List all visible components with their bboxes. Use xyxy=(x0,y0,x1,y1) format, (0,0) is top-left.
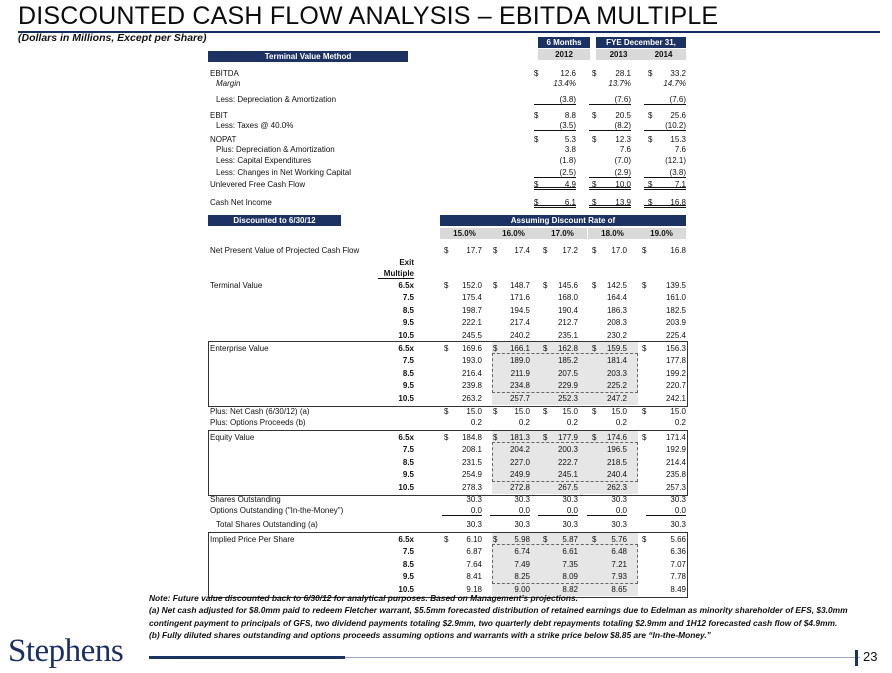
cell-equity-value: 278.3 xyxy=(461,482,482,492)
exit-multiple: 8.5 xyxy=(402,559,414,569)
cell-implied-price: 8.82 xyxy=(562,584,578,594)
cell-enterprise-value: 181.4 xyxy=(606,356,627,366)
cell-capex: (1.8) xyxy=(559,156,576,165)
year-header: 2014 xyxy=(641,49,686,60)
row-label-taxes: Less: Taxes @ 40.0% xyxy=(216,121,294,130)
cell-implied-price: 6.36 xyxy=(670,547,686,557)
cell-enterprise-value: 216.4 xyxy=(461,368,482,378)
cell-terminal-value: 198.7 xyxy=(461,305,482,315)
cell-terminal-value: 164.4 xyxy=(606,293,627,303)
enterprise-value-label: Enterprise Value xyxy=(210,344,269,353)
cell-shares: 30.3 xyxy=(611,495,627,504)
cell-implied-price: 8.25 xyxy=(514,572,530,582)
cell-capex: (7.0) xyxy=(614,156,631,165)
currency-symbol: $ xyxy=(534,69,539,78)
cell-margin: 14.7% xyxy=(663,79,686,88)
cell-enterprise-value: 156.3 xyxy=(665,344,686,353)
currency-symbol: $ xyxy=(592,281,597,290)
cell-capex: (12.1) xyxy=(665,156,686,165)
currency-symbol: $ xyxy=(444,246,449,255)
cell-equity-value: 227.0 xyxy=(509,457,530,467)
cell-shares: 30.3 xyxy=(670,495,686,504)
cell-margin: 13.4% xyxy=(553,79,576,88)
cell-terminal-value: 175.4 xyxy=(461,293,482,303)
discount-rate: 16.0% xyxy=(489,228,538,239)
currency-symbol: $ xyxy=(592,344,597,353)
cell-options-outstanding: 0.0 xyxy=(442,505,482,516)
exit-multiple: 8.5 xyxy=(402,457,414,467)
cell-equity-value: 245.1 xyxy=(557,470,578,480)
footnote-a: (a) Net cash adjusted for $8.0mm paid to redeem Fletcher warrant, $5.5mm forecasted distribution of retained earnings due to Edelman as minority shareholder of EFS, $3.0mm contingent payment to principals of GFS, two dividend payments totaling $2.9mm, two quarterly debt repayments totaling $2.9mm and 1H12 forecasted cash flow of $4.9mm. xyxy=(149,605,848,628)
footer-rule xyxy=(149,656,345,659)
multiple-label: Multiple xyxy=(378,268,414,279)
currency-symbol: $ xyxy=(648,198,653,207)
cell-enterprise-value: 203.3 xyxy=(606,368,627,378)
exit-multiple: 6.5x xyxy=(398,344,414,353)
currency-symbol: $ xyxy=(648,111,653,120)
cell-implied-price: 6.10 xyxy=(466,535,482,544)
cell-implied-price: 7.64 xyxy=(466,559,482,569)
cell-terminal-value: 235.1 xyxy=(557,330,578,340)
cell-enterprise-value: 211.9 xyxy=(510,368,530,378)
total-shares-label: Total Shares Outstanding (a) xyxy=(216,520,318,529)
cell-options-outstanding: 0.0 xyxy=(490,505,530,516)
exit-multiple: 7.5 xyxy=(402,293,414,303)
exit-multiple: 9.5 xyxy=(402,381,414,391)
currency-symbol: $ xyxy=(493,407,498,416)
cell-taxes: (8.2) xyxy=(589,120,631,131)
page-number-bar xyxy=(855,650,858,666)
exit-multiple: 8.5 xyxy=(402,368,414,378)
cell-ufcf: 10.0 xyxy=(589,179,631,190)
cell-net-cash: 15.0 xyxy=(466,407,482,416)
cell-equity-value: 272.8 xyxy=(509,482,530,492)
cell-ufcf: 7.1 xyxy=(644,179,686,190)
shares-label: Shares Outstanding xyxy=(210,495,281,504)
cell-enterprise-value: 263.2 xyxy=(461,393,482,403)
cell-net-cash: 15.0 xyxy=(514,407,530,416)
exit-multiple: 10.5 xyxy=(398,584,414,594)
cell-plus_da: 7.6 xyxy=(674,145,686,154)
currency-symbol: $ xyxy=(592,246,597,255)
cell-terminal-value: 230.2 xyxy=(606,330,627,340)
currency-symbol: $ xyxy=(444,535,449,544)
cell-options-outstanding: 0.0 xyxy=(587,505,627,516)
currency-symbol: $ xyxy=(642,407,647,416)
cell-implied-price: 9.18 xyxy=(466,584,482,594)
cell-total-shares: 30.3 xyxy=(611,520,627,529)
currency-symbol: $ xyxy=(592,180,597,189)
equity-value-label: Equity Value xyxy=(210,433,255,442)
currency-symbol: $ xyxy=(493,433,498,442)
cell-equity-value: 240.4 xyxy=(606,470,627,480)
cell-terminal-value: 190.4 xyxy=(557,305,578,315)
row-label-ebit: EBIT xyxy=(210,111,228,120)
options-proceeds-label: Plus: Options Proceeds (b) xyxy=(210,418,306,427)
cell-enterprise-value: 220.7 xyxy=(665,381,686,391)
currency-symbol: $ xyxy=(444,433,449,442)
cell-nopat: 12.3 xyxy=(615,135,631,144)
cell-terminal-value: 148.7 xyxy=(509,281,530,290)
cell-taxes: (3.5) xyxy=(534,120,576,131)
exit-multiple: 10.5 xyxy=(398,393,414,403)
currency-symbol: $ xyxy=(543,407,548,416)
currency-symbol: $ xyxy=(592,535,597,544)
currency-symbol: $ xyxy=(534,180,539,189)
cell-equity-value: 249.9 xyxy=(509,470,530,480)
currency-symbol: $ xyxy=(642,344,647,353)
cell-terminal-value: 208.3 xyxy=(606,318,627,328)
cell-plus_da: 7.6 xyxy=(619,145,631,154)
cell-implied-price: 5.76 xyxy=(611,535,627,544)
cell-enterprise-value: 177.8 xyxy=(665,356,686,366)
cell-terminal-value: 161.0 xyxy=(665,293,686,303)
npv-label: Net Present Value of Projected Cash Flow xyxy=(210,246,360,255)
currency-symbol: $ xyxy=(543,281,548,290)
cell-equity-value: 174.6 xyxy=(606,433,627,442)
cell-implied-price: 8.65 xyxy=(611,584,627,594)
currency-symbol: $ xyxy=(534,198,539,207)
cell-terminal-value: 203.9 xyxy=(665,318,686,328)
cell-equity-value: 254.9 xyxy=(461,470,482,480)
exit-multiple: 10.5 xyxy=(398,482,414,492)
cell-implied-price: 7.78 xyxy=(670,572,686,582)
cell-terminal-value: 240.2 xyxy=(509,330,530,340)
cell-equity-value: 267.5 xyxy=(557,482,578,492)
discount-rate: 18.0% xyxy=(588,228,637,239)
cell-shares: 30.3 xyxy=(562,495,578,504)
discount-rate-header: Assuming Discount Rate of xyxy=(440,215,686,226)
row-label-nopat: NOPAT xyxy=(210,135,237,144)
cell-implied-price: 5.98 xyxy=(514,535,530,544)
cell-npv: 17.7 xyxy=(466,246,482,255)
cell-npv: 17.4 xyxy=(514,246,530,255)
currency-symbol: $ xyxy=(592,69,597,78)
exit-multiple: 9.5 xyxy=(402,572,414,582)
cell-equity-value: 231.5 xyxy=(461,457,482,467)
cell-equity-value: 204.2 xyxy=(509,445,530,455)
cell-terminal-value: 171.6 xyxy=(509,293,530,303)
exit-multiple: 7.5 xyxy=(402,356,414,366)
cell-terminal-value: 145.6 xyxy=(557,281,578,290)
cell-enterprise-value: 234.8 xyxy=(509,381,530,391)
footnote-note: Note: Future value discounted back to 6/30/12 for analytical purposes. Based on Management’s projections. xyxy=(149,593,578,603)
cell-equity-value: 235.8 xyxy=(665,470,686,480)
implied-price-label: Implied Price Per Share xyxy=(210,535,295,544)
exit-label: Exit xyxy=(399,258,414,267)
cell-npv: 17.0 xyxy=(611,246,627,255)
cell-enterprise-value: 185.2 xyxy=(557,356,578,366)
cell-shares: 30.3 xyxy=(466,495,482,504)
cell-equity-value: 171.4 xyxy=(665,433,686,442)
cell-nwc: (3.8) xyxy=(644,167,686,178)
cell-terminal-value: 168.0 xyxy=(557,293,578,303)
cell-implied-price: 7.35 xyxy=(562,559,578,569)
fye-header: FYE December 31, xyxy=(596,37,686,48)
cell-net-cash: 15.0 xyxy=(670,407,686,416)
row-label-ebitda: EBITDA xyxy=(210,69,239,78)
cell-shares: 30.3 xyxy=(514,495,530,504)
currency-symbol: $ xyxy=(493,281,498,290)
cell-enterprise-value: 159.5 xyxy=(606,344,627,353)
cell-implied-price: 5.87 xyxy=(562,535,578,544)
cell-ebitda: 28.1 xyxy=(615,69,631,78)
cell-ebit: 20.5 xyxy=(615,111,631,120)
currency-symbol: $ xyxy=(543,344,548,353)
cell-equity-value: 222.7 xyxy=(557,457,578,467)
exit-multiple: 9.5 xyxy=(402,470,414,480)
row-label-da: Less: Depreciation & Amortization xyxy=(216,95,337,104)
discount-rate: 17.0% xyxy=(538,228,587,239)
cell-npv: 16.8 xyxy=(670,246,686,255)
currency-symbol: $ xyxy=(444,281,449,290)
year-header: 2013 xyxy=(596,49,641,60)
exit-multiple: 7.5 xyxy=(402,547,414,557)
six-months-header: 6 Months xyxy=(538,37,590,48)
cell-options-proceeds: 0.2 xyxy=(566,418,578,427)
cell-terminal-value: 152.0 xyxy=(461,281,482,290)
cell-enterprise-value: 189.0 xyxy=(509,356,530,366)
cell-terminal-value: 212.7 xyxy=(557,318,578,328)
cell-plus_da: 3.8 xyxy=(564,145,576,154)
cell-implied-price: 7.21 xyxy=(611,559,627,569)
currency-symbol: $ xyxy=(648,69,653,78)
currency-symbol: $ xyxy=(543,433,548,442)
cell-terminal-value: 222.1 xyxy=(461,318,482,328)
cell-ebitda: 12.6 xyxy=(560,69,576,78)
currency-symbol: $ xyxy=(642,246,647,255)
currency-symbol: $ xyxy=(543,246,548,255)
cell-taxes: (10.2) xyxy=(644,120,686,131)
cell-equity-value: 184.8 xyxy=(461,433,482,442)
cell-net-cash: 15.0 xyxy=(611,407,627,416)
cell-nopat: 15.3 xyxy=(670,135,686,144)
exit-multiple: 6.5x xyxy=(398,433,414,442)
cell-enterprise-value: 169.6 xyxy=(461,344,482,353)
cell-implied-price: 6.74 xyxy=(514,547,530,557)
cell-enterprise-value: 257.7 xyxy=(509,393,530,403)
cell-terminal-value: 245.5 xyxy=(461,330,482,340)
discount-rate: 19.0% xyxy=(637,228,686,239)
exit-multiple: 10.5 xyxy=(398,330,414,340)
cell-equity-value: 262.3 xyxy=(606,482,627,492)
cell-cni: 13.9 xyxy=(589,197,631,208)
footnotes xyxy=(149,592,884,642)
cell-implied-price: 7.93 xyxy=(611,572,627,582)
currency-symbol: $ xyxy=(648,180,653,189)
cell-equity-value: 214.4 xyxy=(665,457,686,467)
cell-enterprise-value: 242.1 xyxy=(665,393,686,403)
currency-symbol: $ xyxy=(493,246,498,255)
currency-symbol: $ xyxy=(534,135,539,144)
cell-terminal-value: 225.4 xyxy=(665,330,686,340)
page-subtitle: (Dollars in Millions, Except per Share) xyxy=(18,32,207,44)
cell-net-cash: 15.0 xyxy=(562,407,578,416)
row-label-margin: Margin xyxy=(216,79,241,88)
currency-symbol: $ xyxy=(648,135,653,144)
currency-symbol: $ xyxy=(592,433,597,442)
cell-implied-price: 8.49 xyxy=(670,584,686,594)
currency-symbol: $ xyxy=(642,535,647,544)
cell-ebitda: 33.2 xyxy=(670,69,686,78)
cell-nwc: (2.9) xyxy=(589,167,631,178)
exit-multiple: 6.5x xyxy=(398,535,414,544)
cell-ebit: 25.6 xyxy=(670,111,686,120)
cell-ebit: 8.8 xyxy=(564,111,576,120)
cell-nwc: (2.5) xyxy=(534,167,576,178)
currency-symbol: $ xyxy=(444,344,449,353)
cell-implied-price: 6.87 xyxy=(466,547,482,557)
cell-terminal-value: 194.5 xyxy=(509,305,530,315)
exit-multiple: 7.5 xyxy=(402,445,414,455)
currency-symbol: $ xyxy=(444,407,449,416)
cell-options-outstanding: 0.0 xyxy=(538,505,578,516)
cell-da: (7.6) xyxy=(644,94,686,105)
cell-options-proceeds: 0.2 xyxy=(674,418,686,427)
terminal-value-label: Terminal Value xyxy=(210,281,263,290)
currency-symbol: $ xyxy=(592,198,597,207)
cell-enterprise-value: 247.2 xyxy=(606,393,627,403)
cell-enterprise-value: 193.0 xyxy=(461,356,482,366)
currency-symbol: $ xyxy=(642,433,647,442)
cell-total-shares: 30.3 xyxy=(466,520,482,529)
cell-total-shares: 30.3 xyxy=(562,520,578,529)
cell-equity-value: 192.9 xyxy=(665,445,686,455)
row-label-plus_da: Plus: Depreciation & Amortization xyxy=(216,145,335,154)
currency-symbol: $ xyxy=(642,281,647,290)
cell-cni: 6.1 xyxy=(534,197,576,208)
cell-margin: 13.7% xyxy=(608,79,631,88)
cell-ufcf: 4.9 xyxy=(534,179,576,190)
cell-implied-price: 7.49 xyxy=(514,559,530,569)
cell-implied-price: 5.66 xyxy=(670,535,686,544)
cell-implied-price: 7.07 xyxy=(670,559,686,569)
cell-enterprise-value: 252.3 xyxy=(557,393,578,403)
cell-enterprise-value: 166.1 xyxy=(509,344,530,353)
cell-equity-value: 208.1 xyxy=(461,445,482,455)
cell-equity-value: 196.5 xyxy=(606,445,627,455)
footnote-b: (b) Fully diluted shares outstanding and options proceeds assuming options and warrants with a strike price below $8.85 are “In-the-Money.” xyxy=(149,630,711,641)
currency-symbol: $ xyxy=(493,344,498,353)
cell-terminal-value: 217.4 xyxy=(509,318,530,328)
page-number: 23 xyxy=(863,649,878,664)
dcf-table xyxy=(208,37,688,594)
stephens-logo: Stephens xyxy=(8,633,124,669)
currency-symbol: $ xyxy=(592,135,597,144)
cell-terminal-value: 142.5 xyxy=(606,281,627,290)
cell-implied-price: 8.41 xyxy=(466,572,482,582)
cell-implied-price: 8.09 xyxy=(562,572,578,582)
cell-options-proceeds: 0.2 xyxy=(470,418,482,427)
currency-symbol: $ xyxy=(592,407,597,416)
row-label-ufcf: Unlevered Free Cash Flow xyxy=(210,180,306,189)
cell-nopat: 5.3 xyxy=(564,135,576,144)
cell-total-shares: 30.3 xyxy=(514,520,530,529)
cell-options-outstanding: 0.0 xyxy=(646,505,686,516)
page-title: DISCOUNTED CASH FLOW ANALYSIS – EBITDA MULTIPLE xyxy=(18,2,719,30)
currency-symbol: $ xyxy=(493,535,498,544)
cell-terminal-value: 182.5 xyxy=(665,305,686,315)
year-header: 2012 xyxy=(538,49,590,60)
cell-enterprise-value: 162.8 xyxy=(557,344,578,353)
cell-equity-value: 177.9 xyxy=(557,433,578,442)
cell-enterprise-value: 239.8 xyxy=(461,381,482,391)
row-label-nwc: Less: Changes in Net Working Capital xyxy=(216,168,352,177)
row-label-capex: Less: Capital Expenditures xyxy=(216,156,312,165)
cell-terminal-value: 186.3 xyxy=(606,305,627,315)
cell-implied-price: 6.61 xyxy=(562,547,578,557)
row-label-cni: Cash Net Income xyxy=(210,198,272,207)
cell-npv: 17.2 xyxy=(562,246,578,255)
cell-enterprise-value: 199.2 xyxy=(665,368,686,378)
currency-symbol: $ xyxy=(534,111,539,120)
cell-da: (3.8) xyxy=(534,94,576,105)
cell-implied-price: 6.48 xyxy=(611,547,627,557)
net-cash-label: Plus: Net Cash (6/30/12) (a) xyxy=(210,407,310,416)
cell-equity-value: 218.5 xyxy=(606,457,627,467)
exit-multiple: 9.5 xyxy=(402,318,414,328)
terminal-header: Terminal Value Method xyxy=(208,51,408,62)
cell-enterprise-value: 229.9 xyxy=(557,381,578,391)
cell-enterprise-value: 225.2 xyxy=(606,381,627,391)
cell-total-shares: 30.3 xyxy=(670,520,686,529)
cell-implied-price: 9.00 xyxy=(514,584,530,594)
cell-equity-value: 181.3 xyxy=(509,433,530,442)
currency-symbol: $ xyxy=(543,535,548,544)
cell-enterprise-value: 207.5 xyxy=(557,368,578,378)
cell-cni: 16.8 xyxy=(644,197,686,208)
exit-multiple: 6.5x xyxy=(398,281,414,290)
cell-options-proceeds: 0.2 xyxy=(518,418,530,427)
discount-header: Discounted to 6/30/12 xyxy=(208,215,341,226)
cell-options-proceeds: 0.2 xyxy=(615,418,627,427)
cell-da: (7.6) xyxy=(589,94,631,105)
footer-rule-thin xyxy=(345,657,860,658)
cell-terminal-value: 139.5 xyxy=(665,281,686,290)
currency-symbol: $ xyxy=(592,111,597,120)
options-outstanding-label: Options Outstanding ("In-the-Money") xyxy=(210,506,344,515)
discount-rate: 15.0% xyxy=(440,228,489,239)
cell-equity-value: 257.3 xyxy=(665,482,686,492)
cell-equity-value: 200.3 xyxy=(557,445,578,455)
exit-multiple: 8.5 xyxy=(402,305,414,315)
